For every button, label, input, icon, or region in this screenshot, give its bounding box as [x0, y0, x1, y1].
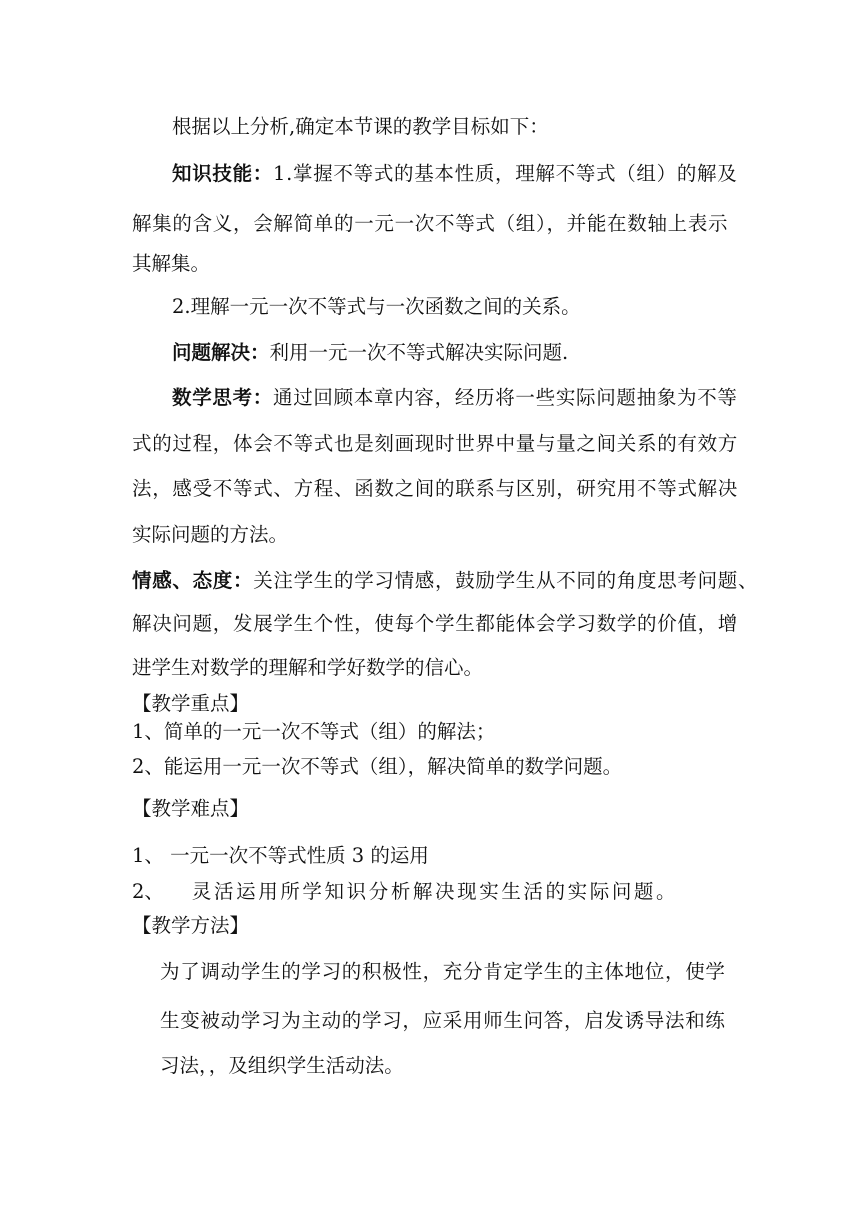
key-point-item: 2、能运用一元一次不等式（组），解决简单的数学问题。 [132, 755, 623, 778]
key-point-item: 1、简单的一元一次不等式（组）的解法； [132, 720, 496, 743]
difficulty-item-text: 灵活运用所学知识分析解决现实生活的实际问题。 [191, 880, 679, 903]
thinking-label: 数学思考： [172, 386, 274, 409]
methods-heading: 【教学方法】 [132, 914, 250, 937]
intro-text: 根据以上分析,确定本节课的教学目标如下： [172, 115, 549, 138]
problem-paragraph [172, 343, 568, 363]
knowledge-text-1: 1.掌握不等式的基本性质，理解不等式（组）的解及 [273, 162, 738, 185]
methods-text-2: 生变被动学习为主动的学习，应采用师生问答，启发诱导法和练 [160, 1009, 726, 1032]
methods-text-1: 为了调动学生的学习的积极性，充分肯定学生的主体地位，使学 [160, 960, 726, 983]
thinking-text-2: 式的过程，体会不等式也是刻画现时世界中量与量之间关系的有效方 [132, 432, 739, 455]
difficulty-item-number: 2、 [132, 880, 164, 903]
knowledge-text-3: 其解集。 [132, 252, 211, 275]
difficulty-item-2 [132, 882, 678, 902]
emotion-text-1: 关注学生的学习情感，鼓励学生从不同的角度思考问题、 [253, 569, 759, 592]
knowledge-text-2: 解集的含义，会解简单的一元一次不等式（组），并能在数轴上表示 [132, 212, 729, 235]
emotion-paragraph-line-1 [132, 571, 758, 591]
problem-text: 利用一元一次不等式解决实际问题. [269, 341, 569, 364]
knowledge-item-2: 2.理解一元一次不等式与一次函数之间的关系。 [172, 295, 581, 318]
emotion-label: 情感、态度： [132, 569, 254, 592]
thinking-paragraph-line-1 [172, 388, 738, 408]
key-points-heading: 【教学重点】 [132, 692, 250, 715]
knowledge-label: 知识技能： [172, 162, 274, 185]
thinking-text-4: 实际问题的方法。 [132, 523, 289, 546]
thinking-text-1: 通过回顾本章内容，经历将一些实际问题抽象为不等 [273, 386, 738, 409]
problem-label: 问题解决： [172, 341, 270, 364]
difficulty-item: 1、 一元一次不等式性质 3 的运用 [132, 844, 429, 867]
emotion-text-2: 解决问题，发展学生个性，使每个学生都能体会学习数学的价值，增 [132, 612, 739, 635]
emotion-text-3: 进学生对数学的理解和学好数学的信心。 [132, 656, 484, 679]
methods-text-3: 习法，，及组织学生活动法。 [160, 1054, 404, 1077]
difficulties-heading: 【教学难点】 [132, 797, 250, 820]
thinking-text-3: 法，感受不等式、方程、函数之间的联系与区别，研究用不等式解决 [132, 477, 739, 500]
knowledge-paragraph-line-1 [172, 164, 737, 184]
